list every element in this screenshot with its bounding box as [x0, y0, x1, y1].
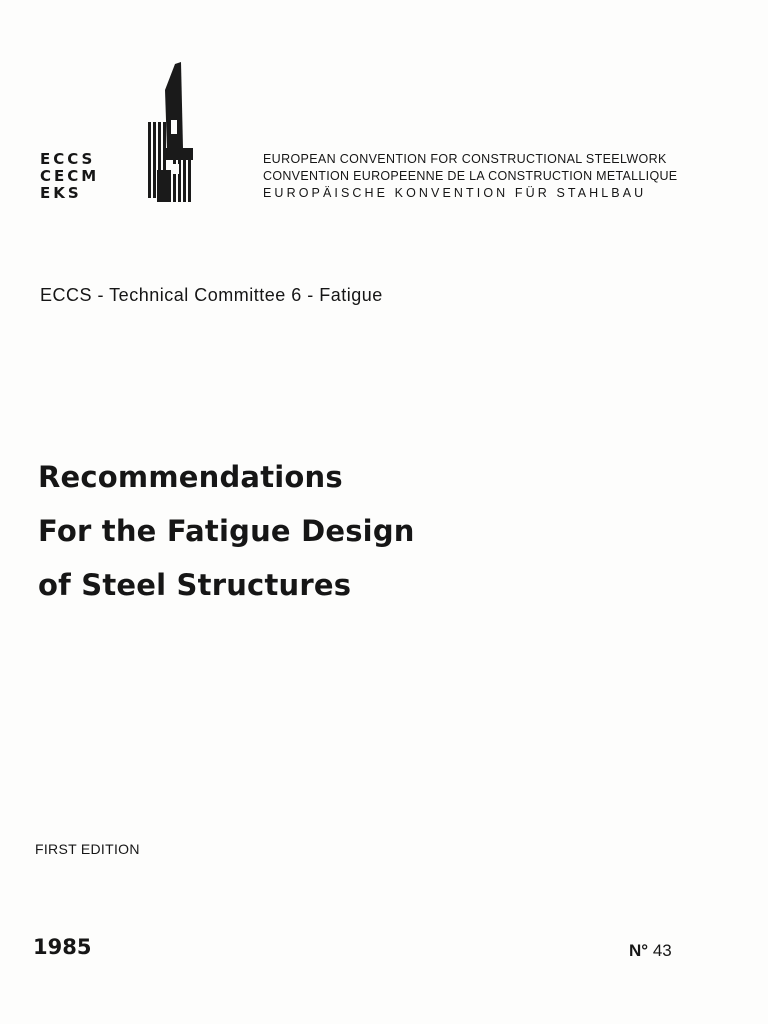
organization-name-english: EUROPEAN CONVENTION FOR CONSTRUCTIONAL STEELWORK	[263, 152, 667, 166]
document-title	[38, 450, 415, 612]
publication-number	[629, 941, 672, 961]
committee-line: ECCS - Technical Committee 6 - Fatigue	[40, 285, 383, 305]
publication-year: 1985	[33, 935, 92, 959]
organization-name-german: EUROPÄISCHE KONVENTION FÜR STAHLBAU	[263, 186, 647, 200]
abbreviation-cecm: CECM	[40, 167, 100, 185]
organization-names	[263, 151, 677, 202]
number-value: 43	[652, 941, 672, 960]
title-line: Recommendations	[38, 460, 343, 494]
abbreviation-eks: EKS	[40, 184, 82, 202]
title-line: For the Fatigue Design	[38, 514, 415, 548]
abbreviation-eccs: ECCS	[40, 150, 96, 168]
number-label: N°	[629, 941, 649, 960]
organization-abbreviations	[40, 151, 99, 202]
eccs-tower-logo	[145, 60, 197, 205]
edition-label: FIRST EDITION	[35, 841, 140, 857]
organization-name-french: CONVENTION EUROPEENNE DE LA CONSTRUCTION METALLIQUE	[263, 169, 678, 183]
title-line: of Steel Structures	[38, 568, 352, 602]
